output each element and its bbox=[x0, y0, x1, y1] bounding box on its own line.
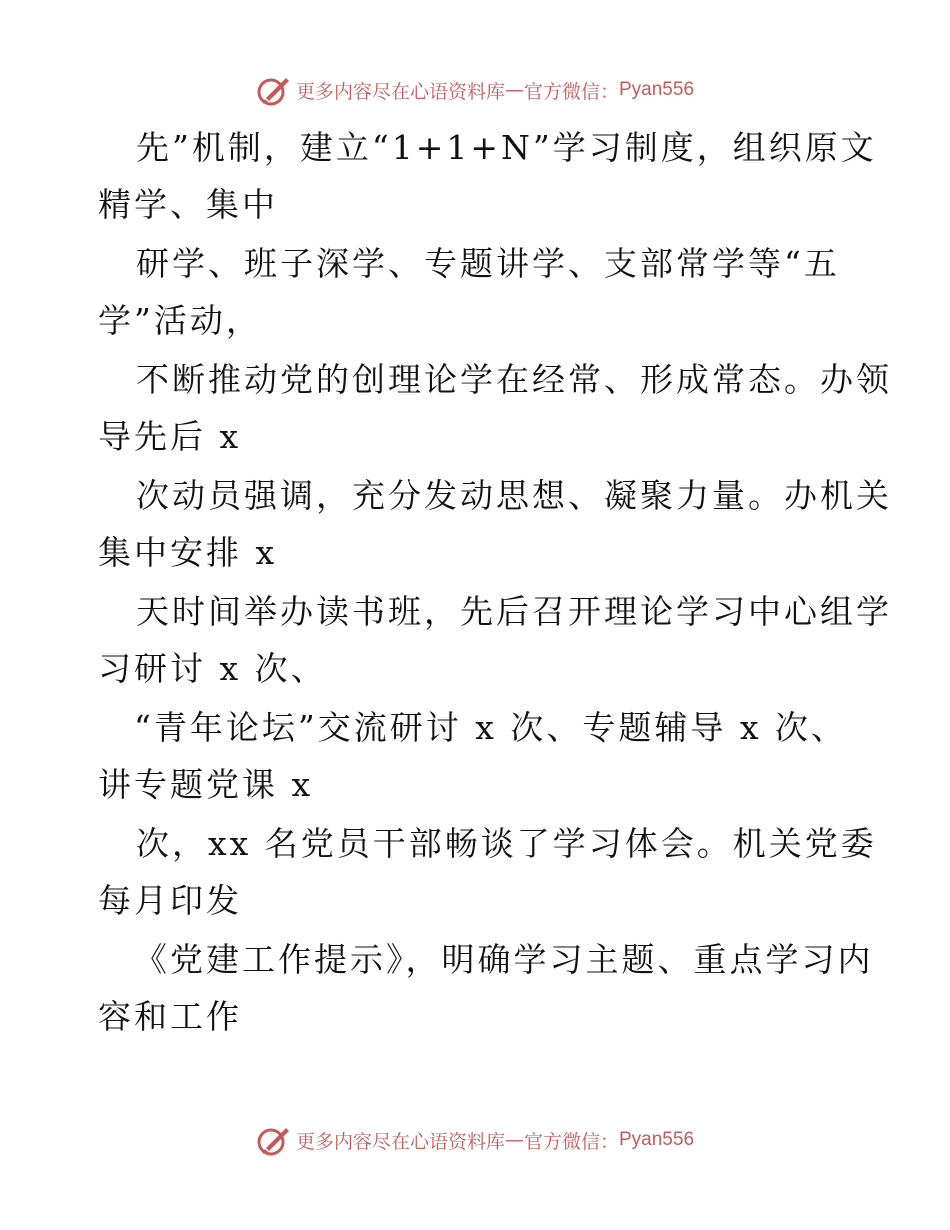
watermark-text: 更多内容尽在心语资料库 bbox=[295, 80, 505, 103]
paragraph bbox=[0, 582, 950, 698]
paragraph bbox=[0, 466, 950, 582]
paragraph bbox=[0, 234, 950, 350]
paragraph-line: 天时间举办读书班，先后召开理论学习中心组学 bbox=[136, 592, 892, 631]
paragraph-line: 《党建工作提示》，明确学习主题、重点学习内 bbox=[134, 940, 874, 979]
paragraph-line: 导先后 x bbox=[98, 417, 242, 456]
watermark-wechat-id: Pyan556 bbox=[619, 1129, 695, 1150]
paragraph-line: 次动员强调，充分发动思想、凝聚力量。办机关 bbox=[136, 476, 892, 515]
paragraph bbox=[0, 814, 950, 930]
watermark-text: 更多内容尽在心语资料库 bbox=[295, 1130, 505, 1153]
paragraph-line: 次，xx 名党员干部畅谈了学习体会。机关党委 bbox=[136, 824, 877, 863]
paragraph-line: 习研讨 x 次、 bbox=[98, 649, 327, 688]
paragraph-line: 每月印发 bbox=[98, 881, 242, 920]
paragraph-line: “青年论坛”交流研讨 x 次、专题辅导 x 次、 bbox=[134, 708, 847, 747]
header-watermark bbox=[0, 68, 950, 112]
paragraph bbox=[0, 698, 950, 814]
paragraph bbox=[0, 930, 950, 1046]
paragraph-line: 精学、集中 bbox=[98, 185, 278, 224]
watermark-wechat-label: 官方微信： bbox=[523, 80, 619, 103]
paragraph bbox=[0, 118, 950, 234]
paragraph-line: 容和工作 bbox=[98, 997, 242, 1036]
quill-logo-icon bbox=[256, 1122, 292, 1158]
watermark-wechat-id: Pyan556 bbox=[619, 79, 695, 100]
quill-logo-icon bbox=[256, 72, 292, 108]
paragraph-line: 讲专题党课 x bbox=[98, 765, 314, 804]
paragraph-line: 集中安排 x bbox=[98, 533, 278, 572]
paragraph-line: 不断推动党的创理论学在经常、形成常态。办领 bbox=[136, 360, 892, 399]
watermark-dash: — bbox=[504, 1129, 524, 1151]
paragraph-line: 先”机制，建立“1+1+N”学习制度，组织原文 bbox=[136, 128, 877, 167]
paragraph bbox=[0, 350, 950, 466]
paragraph-line: 学”活动， bbox=[98, 301, 262, 340]
document-body bbox=[0, 118, 950, 1046]
watermark-dash: — bbox=[504, 79, 524, 101]
footer-watermark bbox=[0, 1118, 950, 1162]
paragraph-line: 研学、班子深学、专题讲学、支部常学等“五 bbox=[136, 244, 840, 283]
watermark-wechat-label: 官方微信： bbox=[523, 1130, 619, 1153]
